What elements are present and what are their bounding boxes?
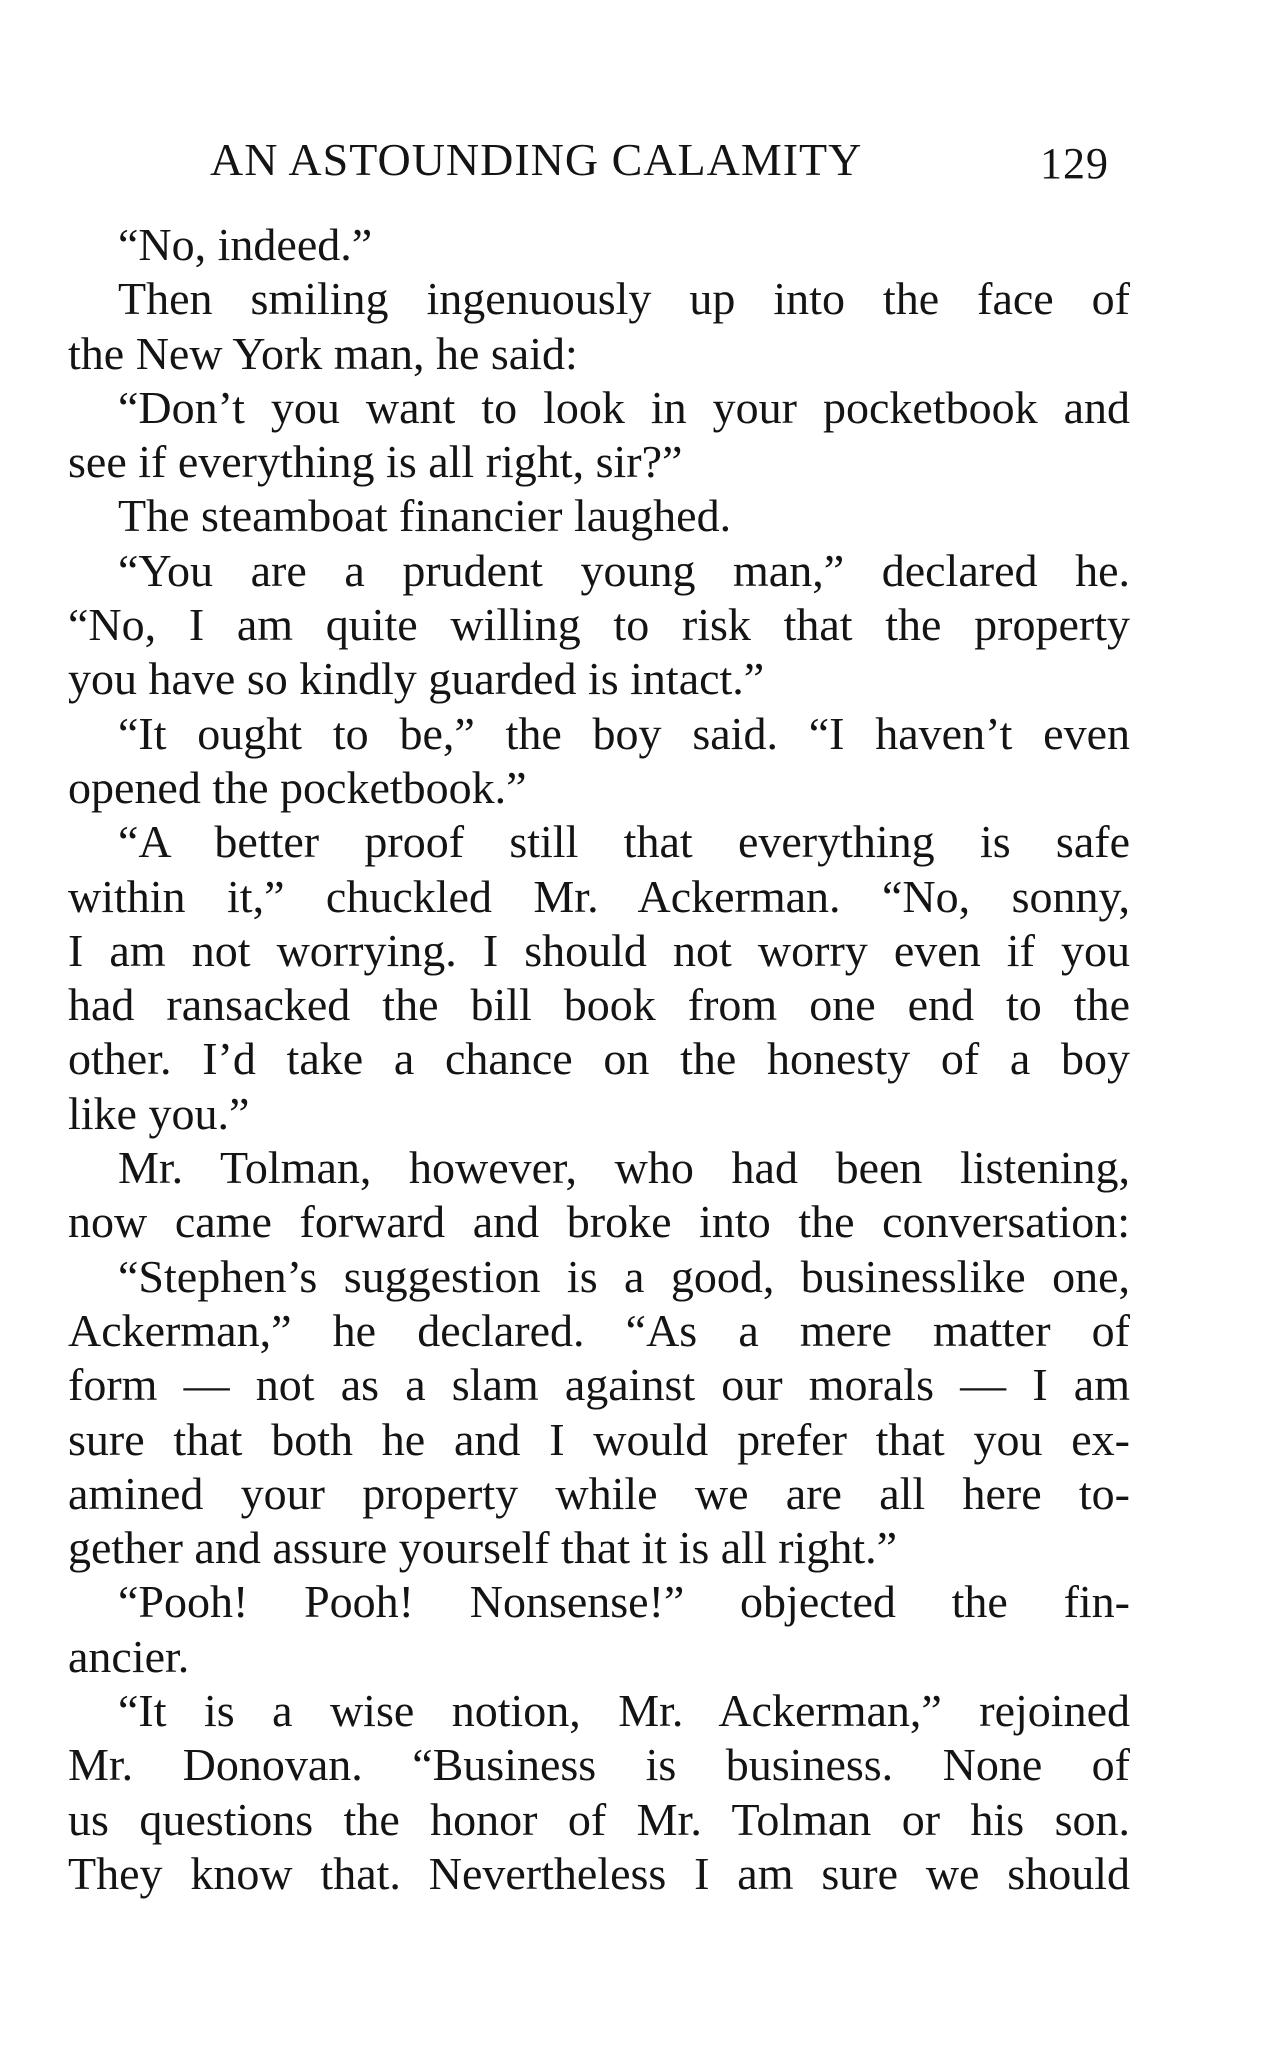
text-line: Then smiling ingenuously up into the face of [118,273,1130,325]
text-line: like you.” [68,1087,250,1139]
text-line: “It ought to be,” the boy said. “I haven’t even [118,707,1130,759]
text-line: “Pooh! Pooh! Nonsense!” objected the fin- [118,1576,1130,1628]
body-text [68,218,1130,1901]
text-line: other. I’d take a chance on the honesty of a boy [68,1033,1130,1085]
text-line: “No, I am quite willing to risk that the property [68,599,1130,651]
text-line: the New York man, he said: [68,327,578,379]
text-line: “Don’t you want to look in your pocketbook and [118,381,1130,433]
text-line: Ackerman,” he declared. “As a mere matter of [68,1304,1130,1356]
text-line: “You are a prudent young man,” declared he. [118,544,1130,596]
page-number: 129 [1040,139,1109,188]
text-line: Mr. Donovan. “Business is business. None of [68,1739,1130,1791]
text-line: opened the pocketbook.” [68,761,527,813]
running-title: AN ASTOUNDING CALAMITY [210,134,863,185]
text-line: us questions the honor of Mr. Tolman or his son. [68,1793,1130,1845]
text-line: I am not worrying. I should not worry even if you [68,924,1130,976]
text-line: “No, indeed.” [118,219,373,270]
text-line: within it,” chuckled Mr. Ackerman. “No, sonny, [68,870,1130,922]
text-line: The steamboat financier laughed. [118,490,732,542]
text-line: “A better proof still that everything is safe [118,816,1130,868]
text-line: “It is a wise notion, Mr. Ackerman,” rejoined [118,1685,1130,1737]
text-line: had ransacked the bill book from one end to the [68,979,1130,1031]
text-line: you have so kindly guarded is intact.” [68,653,765,705]
text-line: amined your property while we are all here to- [68,1467,1130,1519]
text-line: see if everything is all right, sir?” [68,436,683,488]
text-line: sure that both he and I would prefer that you ex- [68,1413,1130,1465]
text-line: gether and assure yourself that it is all right.” [68,1522,898,1574]
text-line: ancier. [68,1630,190,1682]
text-line: “Stephen’s suggestion is a good, businesslike one, [118,1250,1130,1302]
text-line: now came forward and broke into the conversation: [68,1196,1130,1248]
text-line: form — not as a slam against our morals — I am [68,1359,1130,1411]
text-line: Mr. Tolman, however, who had been listening, [118,1142,1130,1194]
text-line: They know that. Nevertheless I am sure we should [68,1847,1130,1899]
